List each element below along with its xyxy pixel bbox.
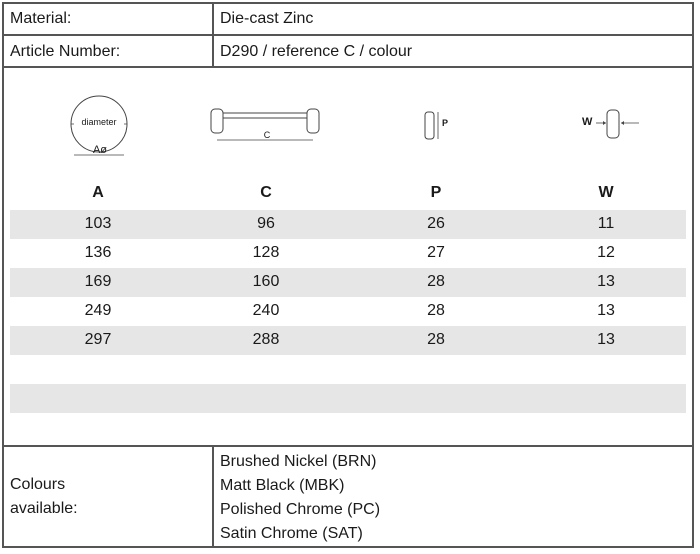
cell-w: 13 — [597, 331, 615, 348]
colour-item: Brushed Nickel (BRN) — [220, 453, 377, 470]
table-row — [10, 297, 686, 326]
cell-w: 13 — [597, 302, 615, 319]
cell-p: 28 — [427, 302, 445, 319]
colour-item: Satin Chrome (SAT) — [220, 525, 363, 542]
cell-c: 160 — [252, 273, 280, 290]
dimensions-section — [4, 68, 692, 446]
spec-sheet — [2, 2, 694, 548]
colour-item: Polished Chrome (PC) — [220, 501, 381, 518]
header-w: W — [598, 184, 614, 201]
handle-length-diagram — [209, 106, 324, 146]
cell-a: 169 — [84, 273, 112, 290]
material-row — [4, 4, 692, 36]
cell-c: 96 — [257, 215, 275, 232]
divider — [212, 445, 214, 546]
cell-a: 103 — [84, 215, 112, 232]
table-row-empty — [10, 355, 686, 384]
article-row — [4, 36, 692, 68]
cell-p: 28 — [427, 331, 445, 348]
cell-p: 26 — [427, 215, 445, 232]
w-diagram-label: W — [582, 116, 593, 128]
table-row — [10, 210, 686, 239]
cell-p: 27 — [427, 244, 445, 261]
colours-label-line2: available: — [10, 500, 78, 517]
table-row — [10, 239, 686, 268]
article-label: Article Number: — [10, 43, 121, 60]
table-row — [10, 326, 686, 355]
cell-c: 288 — [252, 331, 280, 348]
cell-a: 297 — [84, 331, 112, 348]
table-row-empty — [10, 384, 686, 413]
header-c: C — [260, 184, 272, 201]
section-divider — [4, 445, 692, 447]
width-diagram — [594, 108, 644, 142]
diameter-text: diameter — [74, 117, 124, 127]
cell-w: 11 — [597, 215, 615, 232]
colours-list — [220, 450, 380, 546]
cell-p: 28 — [427, 273, 445, 290]
header-p: P — [430, 184, 442, 201]
cell-a: 249 — [84, 302, 112, 319]
cell-a: 136 — [84, 244, 112, 261]
article-value: D290 / reference C / colour — [220, 43, 413, 60]
p-diagram-label: P — [442, 118, 449, 128]
a-diameter-label: Aø — [92, 144, 108, 156]
table-row — [10, 268, 686, 297]
material-value: Die-cast Zinc — [220, 10, 314, 27]
cell-c: 128 — [252, 244, 280, 261]
colours-label-line1: Colours — [10, 476, 66, 493]
cell-c: 240 — [252, 302, 280, 319]
material-label: Material: — [10, 10, 72, 27]
c-diagram-label: C — [263, 130, 271, 140]
header-a: A — [92, 184, 104, 201]
cell-w: 12 — [597, 244, 615, 261]
cell-w: 13 — [597, 273, 615, 290]
colour-item: Matt Black (MBK) — [220, 477, 345, 494]
